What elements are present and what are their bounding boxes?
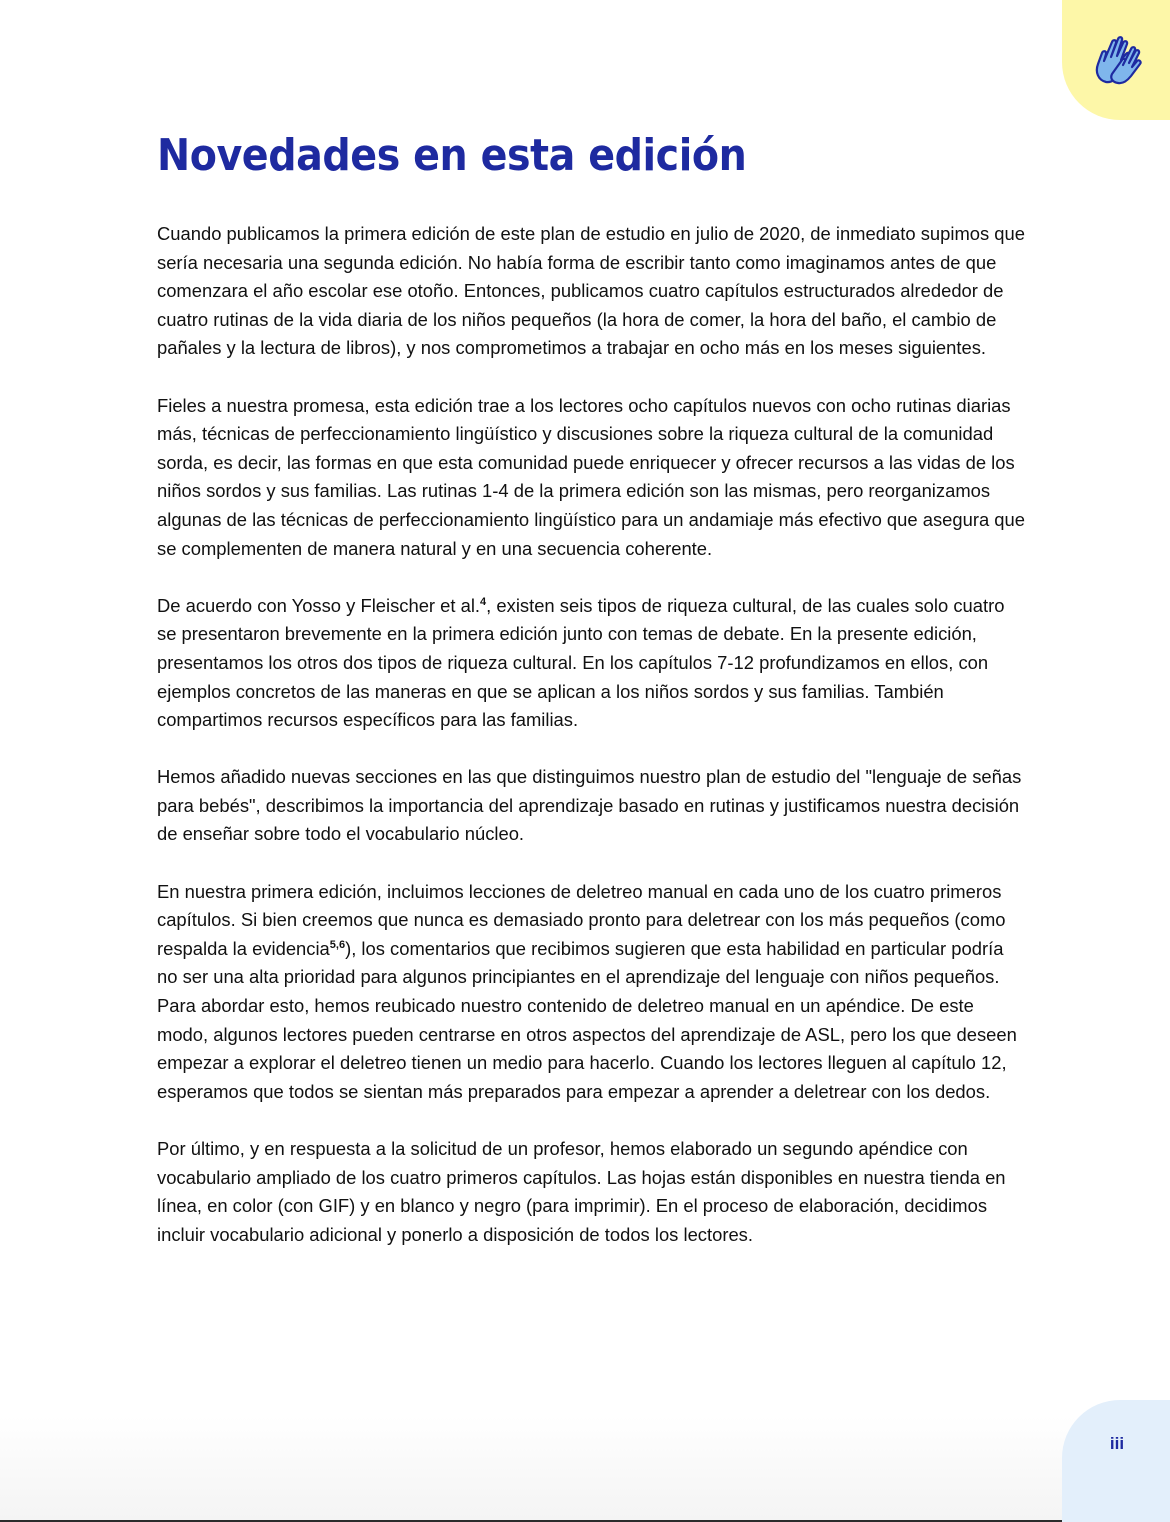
paragraph xyxy=(157,592,1027,735)
paragraph xyxy=(157,878,1027,1107)
paragraph: Cuando publicamos la primera edición de este plan de estudio en julio de 2020, de inmediato supimos que sería necesaria una segunda edición. No había forma de escribir tanto como imaginamos antes de que comenzara el año escolar ese otoño. Entonces, publicamos cuatro capítulos estructurados alrededor de cuatro rutinas de la vida diaria de los niños pequeños (la hora de comer, la hora del baño, el cambio de pañales y la lectura de libros), y nos comprometimos a trabajar en ocho más en los meses siguientes. xyxy=(157,223,1025,359)
footnote-reference[interactable]: 5,6 xyxy=(329,938,346,951)
signing-hands-icon xyxy=(1092,34,1142,86)
paragraph-text: , existen seis tipos de riqueza cultural, de las cuales solo cuatro se presentaron brevemente en la primera edición junto con temas de debate. En la presente edición, presentamos los otros dos tipos de riqueza cultural. En los capítulos 7-12 profundizamos en ellos, con ejemplos concretos de las maneras en que se aplican a los niños sordos y sus familias. También compartimos recursos específicos para las familias. xyxy=(157,594,1005,731)
body-text xyxy=(157,220,1027,1278)
paragraph: Fieles a nuestra promesa, esta edición trae a los lectores ocho capítulos nuevos con ocho rutinas diarias más, técnicas de perfeccionamiento lingüístico y discusiones sobre la riqueza cultural de la comunidad sorda, es decir, las formas en que esta comunidad puede enriquecer y ofrecer recursos a las vidas de los niños sordos y sus familias. Las rutinas 1-4 de la primera edición son las mismas, pero reorganizamos algunas de las técnicas de perfeccionamiento lingüístico para un andamiaje más efectivo que asegura que se complementen de manera natural y en una secuencia coherente. xyxy=(157,394,1025,559)
footnote-reference[interactable]: 4 xyxy=(480,595,487,608)
paragraph: Por último, y en respuesta a la solicitud de un profesor, hemos elaborado un segundo apéndice con vocabulario ampliado de los cuatro primeros capítulos. Las hojas están disponibles en nuestra tienda en línea, en color (con GIF) y en blanco y negro (para imprimir). En el proceso de elaboración, decidimos incluir vocabulario adicional y ponerlo a disposición de todos los lectores. xyxy=(157,1138,1006,1245)
corner-tab xyxy=(1062,0,1170,120)
paragraph: Hemos añadido nuevas secciones en las que distinguimos nuestro plan de estudio del "lenguaje de señas para bebés", describimos la importancia del aprendizaje basado en rutinas y justificamos nuestra decisión de enseñar sobre todo el vocabulario núcleo. xyxy=(157,766,1022,845)
paragraph-text: En nuestra primera edición, incluimos lecciones de deletreo manual en cada uno de los cuatro primeros capítulos. Si bien creemos que nunca es demasiado pronto para deletrear con los más pequeños (como respalda la evidencia xyxy=(157,880,1006,959)
paragraph-text: ), los comentarios que recibimos sugieren que esta habilidad en particular podría no ser una alta prioridad para algunos principiantes en el aprendizaje del lenguaje con niños pequeños. Para abordar esto, hemos reubicado nuestro contenido de deletreo manual en un apéndice. De este modo, algunos lectores pueden centrarse en otros aspectos del aprendizaje de ASL, pero los que deseen empezar a explorar el deletreo tienen un medio para hacerlo. Cuando los lectores lleguen al capítulo 12, esperamos que todos se sientan más preparados para empezar a aprender a deletrear con los dedos. xyxy=(157,937,1017,1102)
paragraph-text: De acuerdo con Yosso y Fleischer et al. xyxy=(157,594,481,616)
page-title: Novedades en esta edición xyxy=(157,130,747,181)
page-number: iii xyxy=(1109,1434,1125,1453)
page-number-tab xyxy=(1062,1400,1170,1522)
